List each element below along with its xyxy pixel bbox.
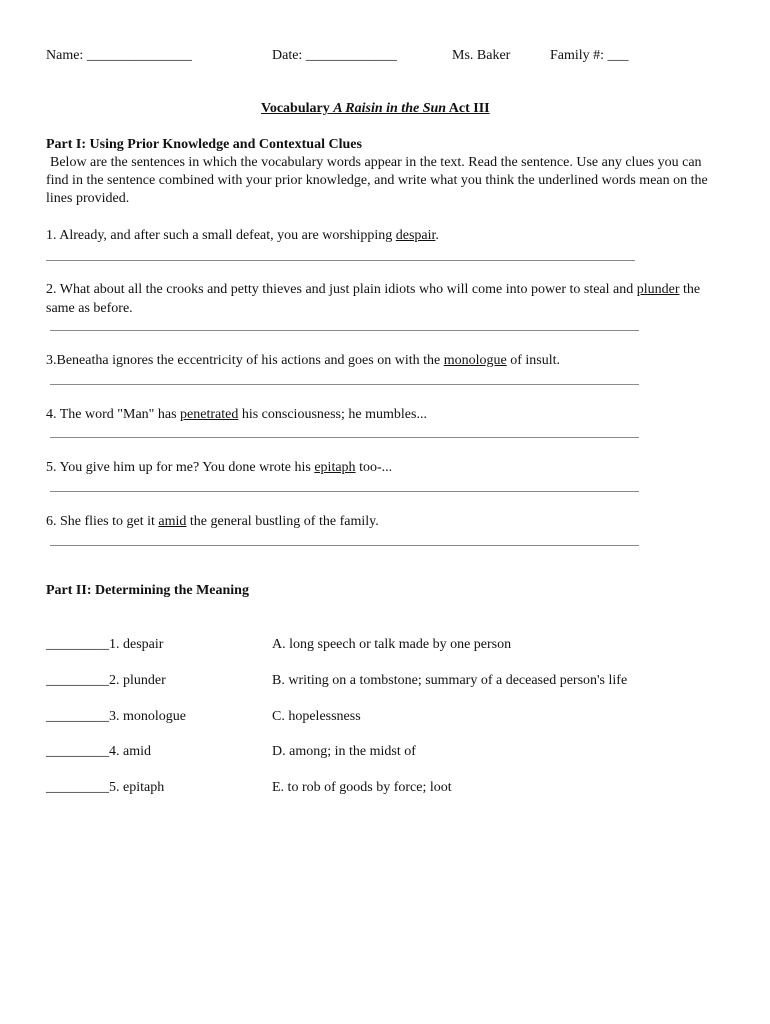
question-4: 4. The word "Man" has penetrated his consciousness; he mumbles... (46, 407, 427, 422)
vocab-word-monologue: monologue (443, 353, 507, 368)
vocab-word-penetrated: penetrated (180, 407, 239, 422)
match-definition-c: C. hopelessness (272, 709, 361, 724)
question-1: 1. Already, and after such a small defeat, you are worshipping despair. (46, 228, 439, 243)
match-definition-d: D. among; in the midst of (272, 744, 416, 759)
match-term-5[interactable]: _________5. epitaph (46, 780, 165, 795)
name-field: Name: _______________ (46, 48, 192, 63)
match-definition-e: E. to rob of goods by force; loot (272, 780, 452, 795)
part2-heading: Part II: Determining the Meaning (46, 583, 249, 598)
question-3: 3.Beneatha ignores the eccentricity of his actions and goes on with the monologue of insult. (46, 353, 560, 368)
match-definition-b: B. writing on a tombstone; summary of a deceased person's life (272, 673, 628, 688)
title-suffix: Act III (448, 101, 490, 116)
vocab-word-despair: despair (395, 228, 436, 243)
title-book: A Raisin in the Sun (333, 101, 447, 116)
match-term-3[interactable]: _________3. monologue (46, 709, 186, 724)
question-6: 6. She flies to get it amid the general bustling of the family. (46, 514, 379, 529)
title-prefix: Vocabulary (261, 101, 330, 116)
vocab-word-plunder: plunder (636, 282, 680, 297)
vocab-word-epitaph: epitaph (314, 460, 356, 475)
match-term-4[interactable]: _________4. amid (46, 744, 151, 759)
answer-line-5[interactable] (50, 491, 639, 492)
date-field: Date: _____________ (272, 48, 397, 63)
part1-instructions: Below are the sentences in which the vocabulary words appear in the text. Read the sentence. Use any clues you can find in the sentence combined with your prior knowledge, and write what you think the underlined words mean on the lines provided. (46, 155, 708, 206)
answer-line-4[interactable] (50, 437, 639, 438)
match-term-2[interactable]: _________2. plunder (46, 673, 166, 688)
vocab-word-amid: amid (158, 514, 187, 529)
match-term-1[interactable]: _________1. despair (46, 637, 164, 652)
answer-line-6[interactable] (50, 545, 639, 546)
match-definition-a: A. long speech or talk made by one person (272, 637, 512, 652)
teacher-name: Ms. Baker (452, 48, 511, 63)
question-5: 5. You give him up for me? You done wrote his epitaph too-... (46, 460, 393, 475)
answer-line-1[interactable] (46, 260, 635, 261)
answer-line-3[interactable] (50, 384, 639, 385)
question-2: 2. What about all the crooks and petty thieves and just plain idiots who will come into power to steal and plunder the same as before. (46, 282, 701, 316)
page-title (261, 101, 490, 117)
family-number-field: Family #: ___ (550, 48, 629, 63)
answer-line-2[interactable] (50, 330, 639, 331)
part1-heading: Part I: Using Prior Knowledge and Contextual Clues (46, 137, 362, 152)
